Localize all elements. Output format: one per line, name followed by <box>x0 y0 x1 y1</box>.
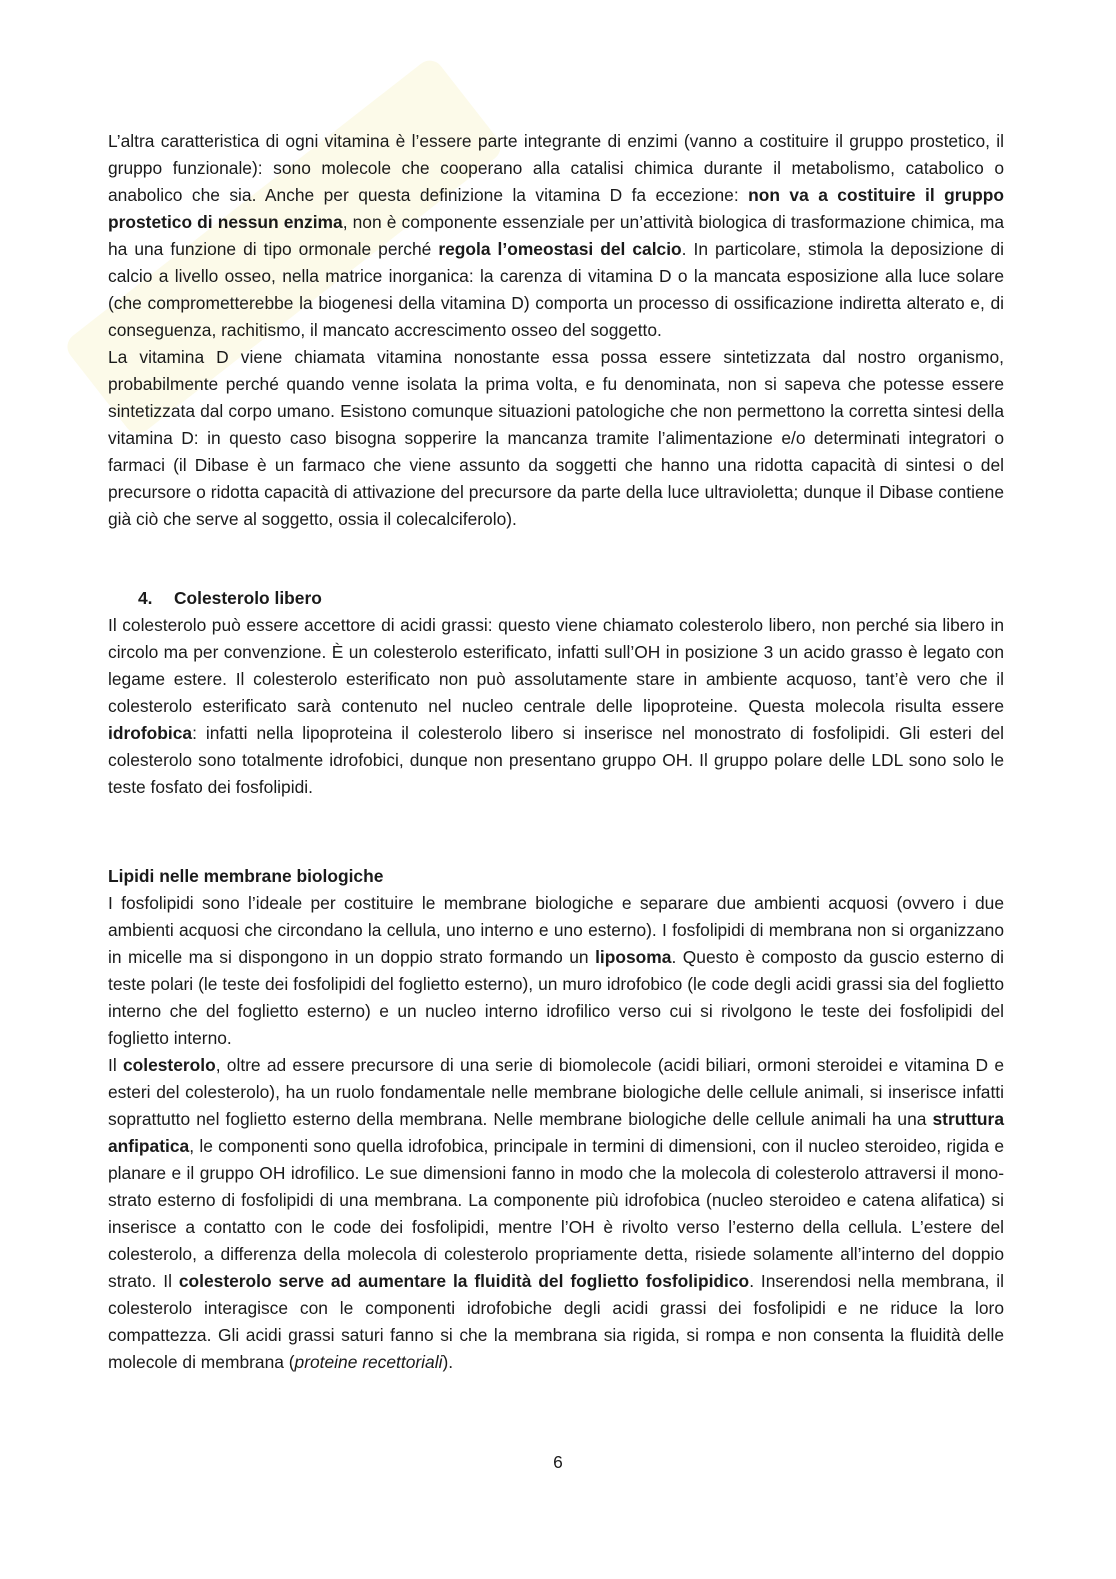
text-run: : infatti nella lipoproteina il colesterolo libero si inserisce nel monostrato di fosfolipidi. Gli esteri del colesterolo sono totalmente idrofobici, dunque non presentano gruppo OH. Il gruppo polare delle LDL sono solo le teste fosfato dei fosfolipidi. <box>108 723 1004 797</box>
section-title: Colesterolo libero <box>174 588 322 608</box>
bold-run: colesterolo <box>122 1055 216 1075</box>
text-run: L’altra caratteristica di ogni vitamina è l’essere parte integrante di enzimi (vanno a costituire il gruppo prostetico, il gruppo funzionale): sono molecole che cooperano alla catalisi chimica durante il metabolismo, catabolico o anabolico che sia. Anche per questa definizione la vitamina D fa eccezione: <box>108 131 1004 205</box>
paragraph-colesterolo-libero <box>108 612 1004 801</box>
text-run: I fosfolipidi sono l’ideale per costituire le membrane biologiche e separare due ambienti acquosi (ovvero i due ambienti acquosi che circondano la cellula, uno interno e uno esterno). I fosfolipidi di membrana non si organizzano in micelle ma si dispongono in un doppio strato formando un <box>108 893 1004 967</box>
text-run: . Questo è composto da guscio esterno di teste polari (le teste dei fosfolipidi del foglietto esterno), un muro idrofobico (le code degli acidi grassi sia del foglietto interno che del foglietto esterno) e un nucleo interno idrofilico verso cui si rivolgono le teste dei fosfolipidi del foglietto interno. <box>108 947 1004 1048</box>
paragraph-fosfolipidi <box>108 890 1004 1052</box>
bold-run: struttura anfipatica <box>108 1109 1004 1156</box>
section-heading-lipidi-membrane: Lipidi nelle membrane biologiche <box>108 866 384 886</box>
bold-run: liposoma <box>595 947 672 967</box>
text-run: , oltre ad essere precursore di una serie di biomolecole (acidi biliari, ormoni steroidei e vitamina D e esteri del colesterolo), ha un ruolo fondamentale nelle membrane biologiche delle cellule animali, si inserisce infatti soprattutto nel foglietto esterno della membrana. Nelle membrane biologiche delle cellule animali ha una <box>108 1055 1005 1129</box>
paragraph-colesterolo-membrane <box>108 1052 1004 1376</box>
bold-run: regola l’omeostasi del calcio <box>438 239 682 259</box>
text-run: . Inserendosi nella membrana, il colesterolo interagisce con le componenti idrofobiche degli acidi grassi dei fosfolipidi e ne riduce la loro compattezza. Gli acidi grassi saturi fanno si che la membrana sia rigida, si rompa e non consenta la fluidità delle molecole di membrana ( <box>108 1271 1004 1372</box>
bold-run: idrofobica <box>108 723 193 743</box>
text-run: Il <box>108 1055 123 1075</box>
text-run: ). <box>442 1352 454 1372</box>
section-heading-colesterolo-libero <box>108 585 1004 612</box>
bold-run: non va a costituire il gruppo prostetico di nessun enzima <box>108 185 1004 232</box>
document-body <box>108 128 1004 1376</box>
paragraph-vitamina-d: La vitamina D viene chiamata vitamina nonostante essa possa essere sintetizzata dal nostro organismo, probabilmente perché quando venne isolata la prima volta, e fu denominata, non si sapeva che potesse essere sintetizzata dal corpo umano. Esistono comunque situazioni patologiche che non permettono la corretta sintesi della vitamina D: in questo caso bisogna sopperire la mancanza tramite l’alimentazione e/o determinati integratori o farmaci (il Dibase è un farmaco che viene assunto da soggetti che hanno una ridotta capacità di sintesi o del precursore o ridotta capacità di attivazione del precursore da parte della luce ultravioletta; dunque il Dibase contiene già ciò che serve al soggetto, ossia il colecalciferolo). <box>108 347 1004 529</box>
page-number: 6 <box>553 1452 563 1472</box>
italic-run: proteine recettoriali <box>294 1352 443 1372</box>
text-run: . In particolare, stimola la deposizione di calcio a livello osseo, nella matrice inorganica: la carenza di vitamina D o la mancata esposizione alla luce solare (che comprometterebbe la biogenesi della vitamina D) comporta un processo di ossificazione indiretta alterato e, di conseguenza, rachitismo, il mancato accrescimento osseo del soggetto. <box>108 239 1004 340</box>
text-run: , le componenti sono quella idrofobica, principale in termini di dimensioni, con il nucleo steroideo, rigida e planare e il gruppo OH idrofilico. Le sue dimensioni fanno in modo che la molecola di colesterolo attraversi il mono-strato esterno di fosfolipidi di una membrana. La componente più idrofobica (nucleo steroideo e catena alifatica) si inserisce a contatto con le code dei fosfolipidi, mentre l’OH è rivolto verso l’esterno della cellula. L’estere del colesterolo, a differenza della molecola di colesterolo propriamente detta, risiede solamente all’interno del doppio strato. Il <box>108 1136 1004 1291</box>
text-run: Il colesterolo può essere accettore di acidi grassi: questo viene chiamato colesterolo libero, non perché sia libero in circolo ma per convenzione. È un colesterolo esterificato, infatti sull’OH in posizione 3 un acido grasso è legato con legame estere. Il colesterolo esterificato non può assolutamente stare in ambiente acquoso, tant’è vero che il colesterolo esterificato sarà contenuto nel nucleo centrale delle lipoproteine. Questa molecola risulta essere <box>108 615 1004 716</box>
section-number: 4. <box>138 588 153 608</box>
paragraph-vitamina-enzimi <box>108 128 1004 344</box>
bold-run: colesterolo serve ad aumentare la fluidità del foglietto fosfolipidico <box>178 1271 750 1291</box>
text-run: , non è componente essenziale per un’attività biologica di trasformazione chimica, ma ha una funzione di tipo ormonale perché <box>108 212 1005 259</box>
